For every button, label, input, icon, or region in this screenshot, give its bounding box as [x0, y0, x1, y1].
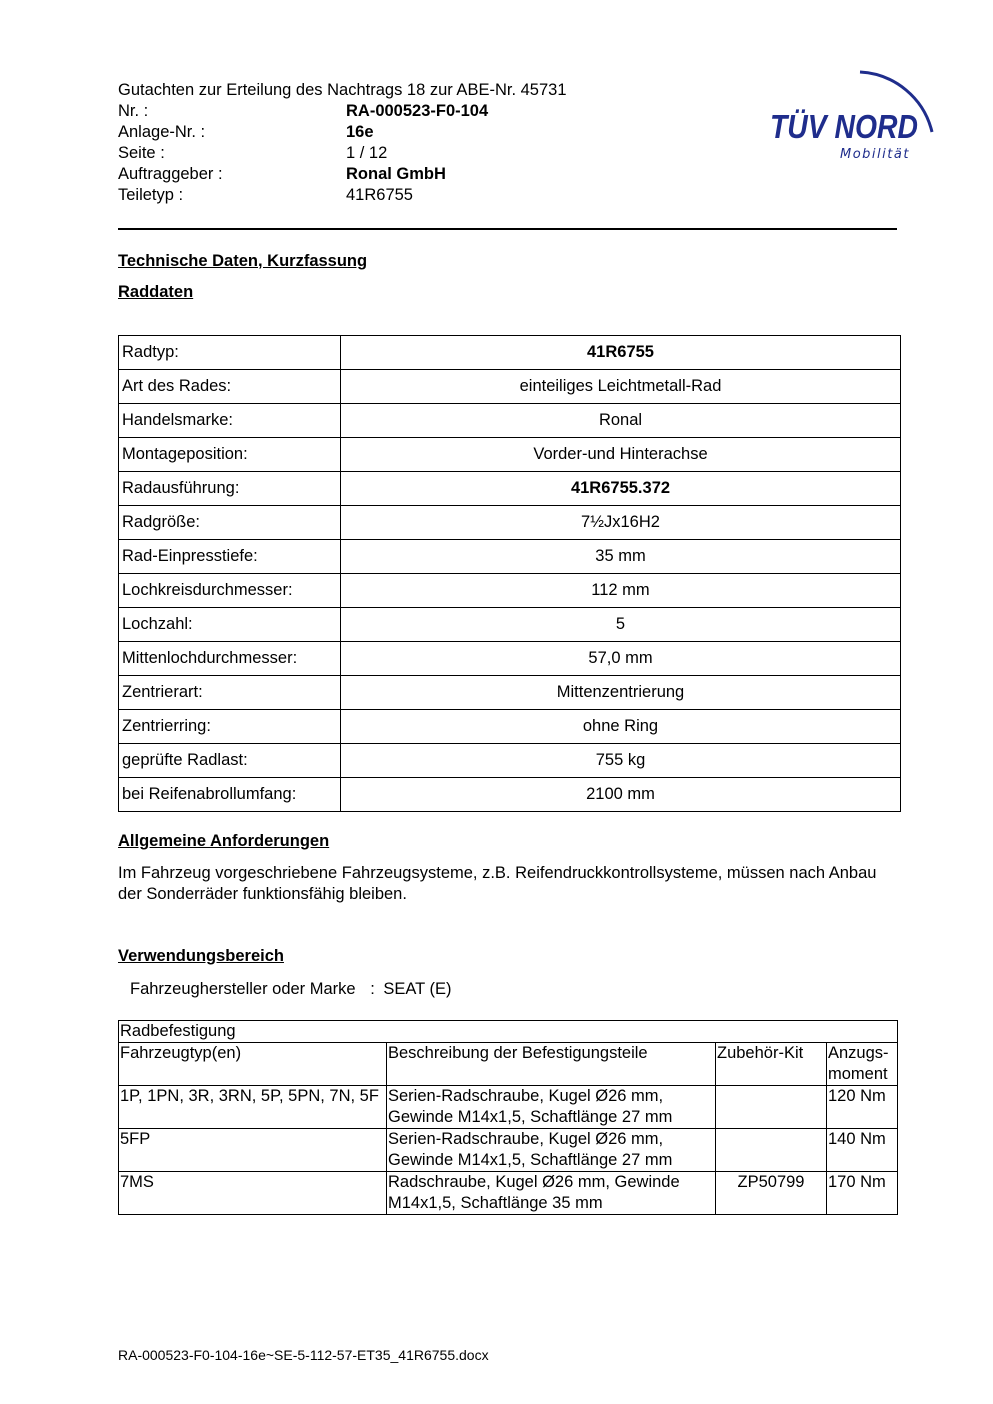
document-title: Gutachten zur Erteilung des Nachtrags 18 zur ABE-Nr. 45731	[118, 81, 567, 99]
header-value: 41R6755	[346, 186, 413, 204]
cell-kit	[716, 1129, 827, 1172]
row-value: 7½Jx16H2	[341, 506, 901, 540]
cell-kit	[716, 1086, 827, 1129]
table-row	[119, 438, 901, 472]
table-row	[119, 336, 901, 370]
cell-kit: ZP50799	[716, 1172, 827, 1215]
table-row	[119, 778, 901, 812]
cell-moment: 120 Nm	[827, 1086, 898, 1129]
header-divider	[118, 228, 897, 230]
cell-moment: 140 Nm	[827, 1129, 898, 1172]
header-value: Ronal GmbH	[346, 165, 446, 183]
heading-allgemeine-anforderungen: Allgemeine Anforderungen	[118, 832, 330, 850]
row-label: Art des Rades:	[119, 370, 341, 404]
cell-typ: 5FP	[119, 1129, 387, 1172]
row-label: Handelsmarke:	[119, 404, 341, 438]
row-value: 2100 mm	[341, 778, 901, 812]
table-row	[119, 676, 901, 710]
row-value: 41R6755	[341, 336, 901, 370]
header-fields	[118, 101, 718, 211]
row-label: Radausführung:	[119, 472, 341, 506]
row-value: 41R6755.372	[341, 472, 901, 506]
row-value: 57,0 mm	[341, 642, 901, 676]
row-value: Vorder-und Hinterachse	[341, 438, 901, 472]
header-key: Teiletyp :	[118, 186, 184, 204]
row-label: Montageposition:	[119, 438, 341, 472]
table-row	[119, 404, 901, 438]
row-value: ohne Ring	[341, 710, 901, 744]
tuv-nord-logo	[768, 58, 948, 168]
table-title: Radbefestigung	[119, 1021, 898, 1043]
table-row	[119, 1172, 898, 1215]
hersteller-value: SEAT (E)	[383, 980, 452, 998]
table-row	[119, 472, 901, 506]
cell-typ: 1P, 1PN, 3R, 3RN, 5P, 5PN, 7N, 5F	[119, 1086, 387, 1129]
row-label: Radgröße:	[119, 506, 341, 540]
column-header: Beschreibung der Befestigungsteile	[387, 1043, 716, 1086]
footer-filename: RA-000523-F0-104-16e~SE-5-112-57-ET35_41R6755.docx	[118, 1347, 489, 1363]
row-value: 35 mm	[341, 540, 901, 574]
row-label: Radtyp:	[119, 336, 341, 370]
column-header: Anzugs-moment	[827, 1043, 898, 1086]
row-value: 755 kg	[341, 744, 901, 778]
cell-typ: 7MS	[119, 1172, 387, 1215]
table-row	[119, 710, 901, 744]
logo-subtitle: Mobilität	[840, 147, 910, 162]
header-key: Seite :	[118, 144, 165, 162]
cell-beschreibung: Serien-Radschraube, Kugel Ø26 mm, Gewinde M14x1,5, Schaftlänge 27 mm	[387, 1129, 716, 1172]
row-label: Zentrierart:	[119, 676, 341, 710]
row-label: Mittenlochdurchmesser:	[119, 642, 341, 676]
radbefestigung-table	[118, 1020, 898, 1215]
table-row	[119, 370, 901, 404]
row-label: bei Reifenabrollumfang:	[119, 778, 341, 812]
row-value: 112 mm	[341, 574, 901, 608]
column-header: Zubehör-Kit	[716, 1043, 827, 1086]
row-label: Lochkreisdurchmesser:	[119, 574, 341, 608]
heading-verwendungsbereich: Verwendungsbereich	[118, 947, 284, 965]
row-label: geprüfte Radlast:	[119, 744, 341, 778]
header-value: 1 / 12	[346, 144, 388, 162]
header-key: Anlage-Nr. :	[118, 123, 206, 141]
table-row	[119, 1086, 898, 1129]
row-label: Lochzahl:	[119, 608, 341, 642]
table-row	[119, 506, 901, 540]
column-header: Fahrzeugtyp(en)	[119, 1043, 387, 1086]
table-row	[119, 744, 901, 778]
heading-raddaten: Raddaten	[118, 283, 194, 301]
table-row	[119, 574, 901, 608]
logo-text: TÜV NORD	[770, 108, 918, 145]
table-header-row	[119, 1043, 898, 1086]
table-row	[119, 540, 901, 574]
header-value: RA-000523-F0-104	[346, 102, 489, 120]
header-key: Auftraggeber :	[118, 165, 223, 183]
hersteller-separator: :	[370, 980, 375, 998]
table-row	[119, 1129, 898, 1172]
table-row	[119, 608, 901, 642]
table-row	[119, 642, 901, 676]
cell-moment: 170 Nm	[827, 1172, 898, 1215]
allgemeine-text: Im Fahrzeug vorgeschriebene Fahrzeugsysteme, z.B. Reifendruckkontrollsysteme, müssen nach Anbau der Sonderräder funktionsfähig bleiben.	[118, 864, 877, 903]
raddaten-table	[118, 335, 901, 812]
hersteller-label: Fahrzeughersteller oder Marke	[130, 980, 356, 998]
hersteller-line	[130, 979, 452, 1000]
row-label: Zentrierring:	[119, 710, 341, 744]
cell-beschreibung: Serien-Radschraube, Kugel Ø26 mm, Gewinde M14x1,5, Schaftlänge 27 mm	[387, 1086, 716, 1129]
cell-beschreibung: Radschraube, Kugel Ø26 mm, Gewinde M14x1,5, Schaftlänge 35 mm	[387, 1172, 716, 1215]
header-key: Nr. :	[118, 102, 149, 120]
header-value: 16e	[346, 123, 374, 141]
row-value: einteiliges Leichtmetall-Rad	[341, 370, 901, 404]
row-value: Mittenzentrierung	[341, 676, 901, 710]
table-title-row	[119, 1021, 898, 1043]
row-value: 5	[341, 608, 901, 642]
row-value: Ronal	[341, 404, 901, 438]
row-label: Rad-Einpresstiefe:	[119, 540, 341, 574]
heading-technische-daten: Technische Daten, Kurzfassung	[118, 252, 368, 270]
